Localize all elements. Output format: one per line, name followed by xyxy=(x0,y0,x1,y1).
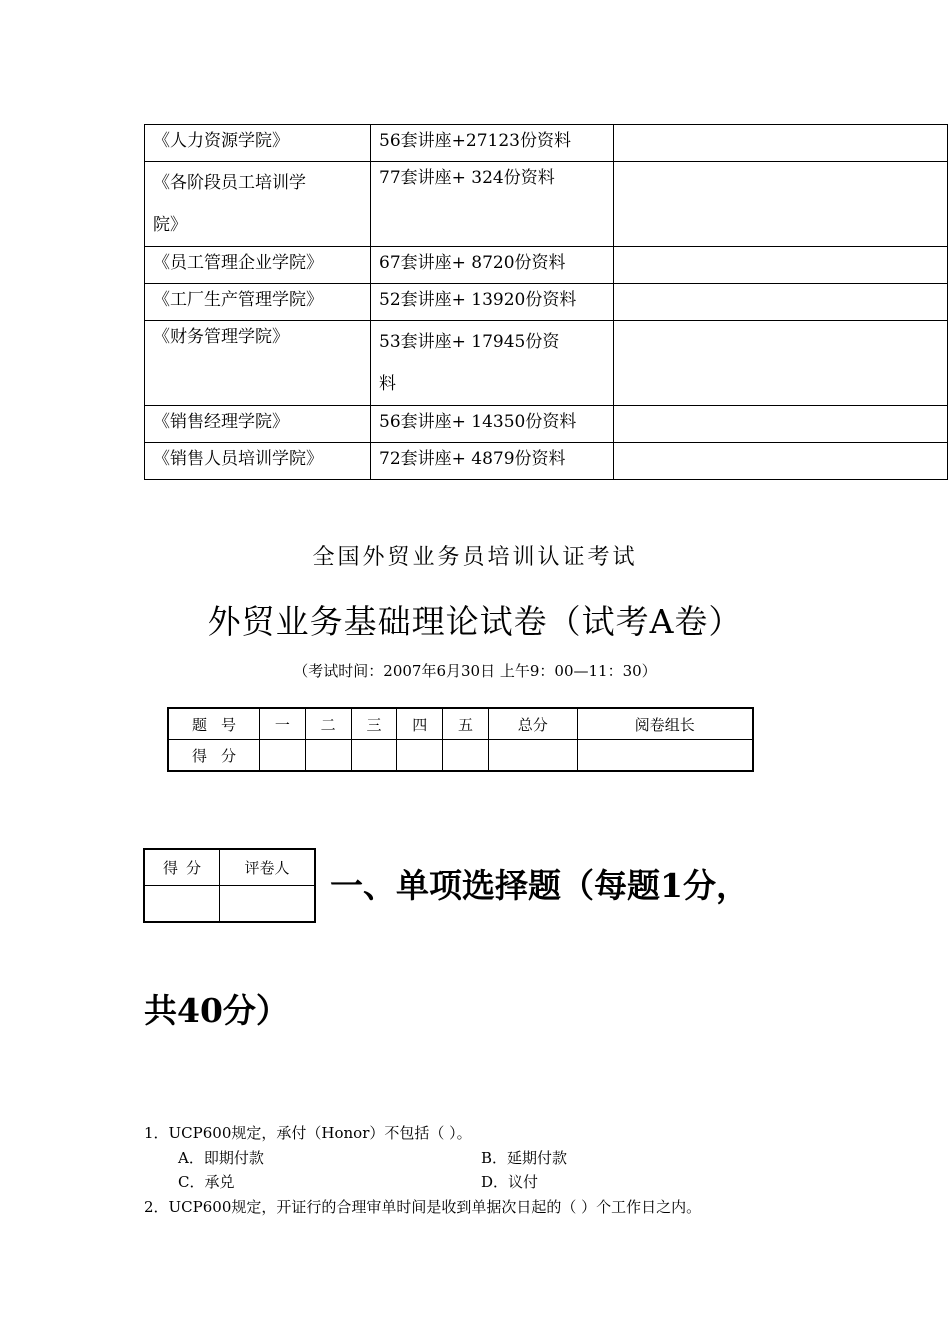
question-option: B．延期付款 xyxy=(481,1149,568,1167)
course-content: 56套讲座+ 14350份资料 xyxy=(371,406,614,443)
score-column-header: 五 xyxy=(443,708,489,740)
table-row xyxy=(145,125,948,162)
table-row xyxy=(145,247,948,284)
course-note xyxy=(614,125,948,162)
score-cell xyxy=(488,740,577,772)
question-option: A．即期付款 xyxy=(178,1149,264,1167)
course-note xyxy=(614,443,948,480)
course-name: 《销售人员培训学院》 xyxy=(145,443,371,480)
course-content: 52套讲座+ 13920份资料 xyxy=(371,284,614,321)
score-cell xyxy=(305,740,351,772)
course-content-line: 料 xyxy=(379,374,396,394)
course-name: 《员工管理企业学院》 xyxy=(145,247,371,284)
table-row xyxy=(145,284,948,321)
question-stem: 1．UCP600规定，承付（Honor）不包括（ ）。 xyxy=(144,1124,472,1142)
table-row xyxy=(145,443,948,480)
grader-header-row xyxy=(144,849,315,886)
table-row xyxy=(145,321,948,406)
course-name: 《财务管理学院》 xyxy=(145,321,371,406)
grader-value-row xyxy=(144,886,315,923)
grader-box xyxy=(143,848,316,923)
course-content xyxy=(371,321,614,406)
course-name: 《人力资源学院》 xyxy=(145,125,371,162)
score-header-row xyxy=(168,708,753,740)
score-cell xyxy=(351,740,397,772)
grader-name-cell xyxy=(220,886,316,923)
score-header-label: 题号 xyxy=(168,708,260,740)
score-cell xyxy=(397,740,443,772)
course-content: 72套讲座+ 4879份资料 xyxy=(371,443,614,480)
score-column-header: 一 xyxy=(260,708,306,740)
score-value-row xyxy=(168,740,753,772)
course-content-line: 53套讲座+ 17945份资 xyxy=(379,332,560,352)
score-column-header: 总分 xyxy=(488,708,577,740)
score-cell xyxy=(443,740,489,772)
exam-title: 外贸业务基础理论试卷（试考A卷） xyxy=(207,602,743,641)
exam-time: （考试时间：2007年6月30日 上午9：00—11：30） xyxy=(293,662,657,680)
course-table xyxy=(144,124,948,480)
question-option: D．议付 xyxy=(481,1173,539,1191)
table-row xyxy=(145,406,948,443)
course-name-line: 院》 xyxy=(153,215,187,235)
course-content: 77套讲座+ 324份资料 xyxy=(371,162,614,247)
course-note xyxy=(614,321,948,406)
score-table xyxy=(167,707,754,772)
course-name-line: 《各阶段员工培训学 xyxy=(153,173,306,193)
score-column-header: 阅卷组长 xyxy=(577,708,753,740)
score-row-label: 得分 xyxy=(168,740,260,772)
exam-organization: 全国外贸业务员培训认证考试 xyxy=(312,545,638,570)
course-note xyxy=(614,162,948,247)
score-column-header: 三 xyxy=(351,708,397,740)
score-column-header: 四 xyxy=(397,708,443,740)
grader-score-cell xyxy=(144,886,220,923)
course-note xyxy=(614,406,948,443)
course-name xyxy=(145,162,371,247)
section-heading-continued: 共40分） xyxy=(144,991,289,1030)
score-column-header: 二 xyxy=(305,708,351,740)
course-content: 56套讲座+27123份资料 xyxy=(371,125,614,162)
table-row xyxy=(145,162,948,247)
score-cell xyxy=(260,740,306,772)
grader-name-label: 评卷人 xyxy=(220,849,316,886)
course-note xyxy=(614,284,948,321)
course-content: 67套讲座+ 8720份资料 xyxy=(371,247,614,284)
grader-score-label: 得分 xyxy=(144,849,220,886)
section-heading: 一、单项选择题（每题1分， xyxy=(330,866,749,905)
question-option: C．承兑 xyxy=(178,1173,235,1191)
question-stem: 2．UCP600规定，开证行的合理审单时间是收到单据次日起的（ ）个工作日之内。 xyxy=(144,1198,702,1216)
score-cell xyxy=(577,740,753,772)
course-name: 《工厂生产管理学院》 xyxy=(145,284,371,321)
course-name: 《销售经理学院》 xyxy=(145,406,371,443)
course-note xyxy=(614,247,948,284)
